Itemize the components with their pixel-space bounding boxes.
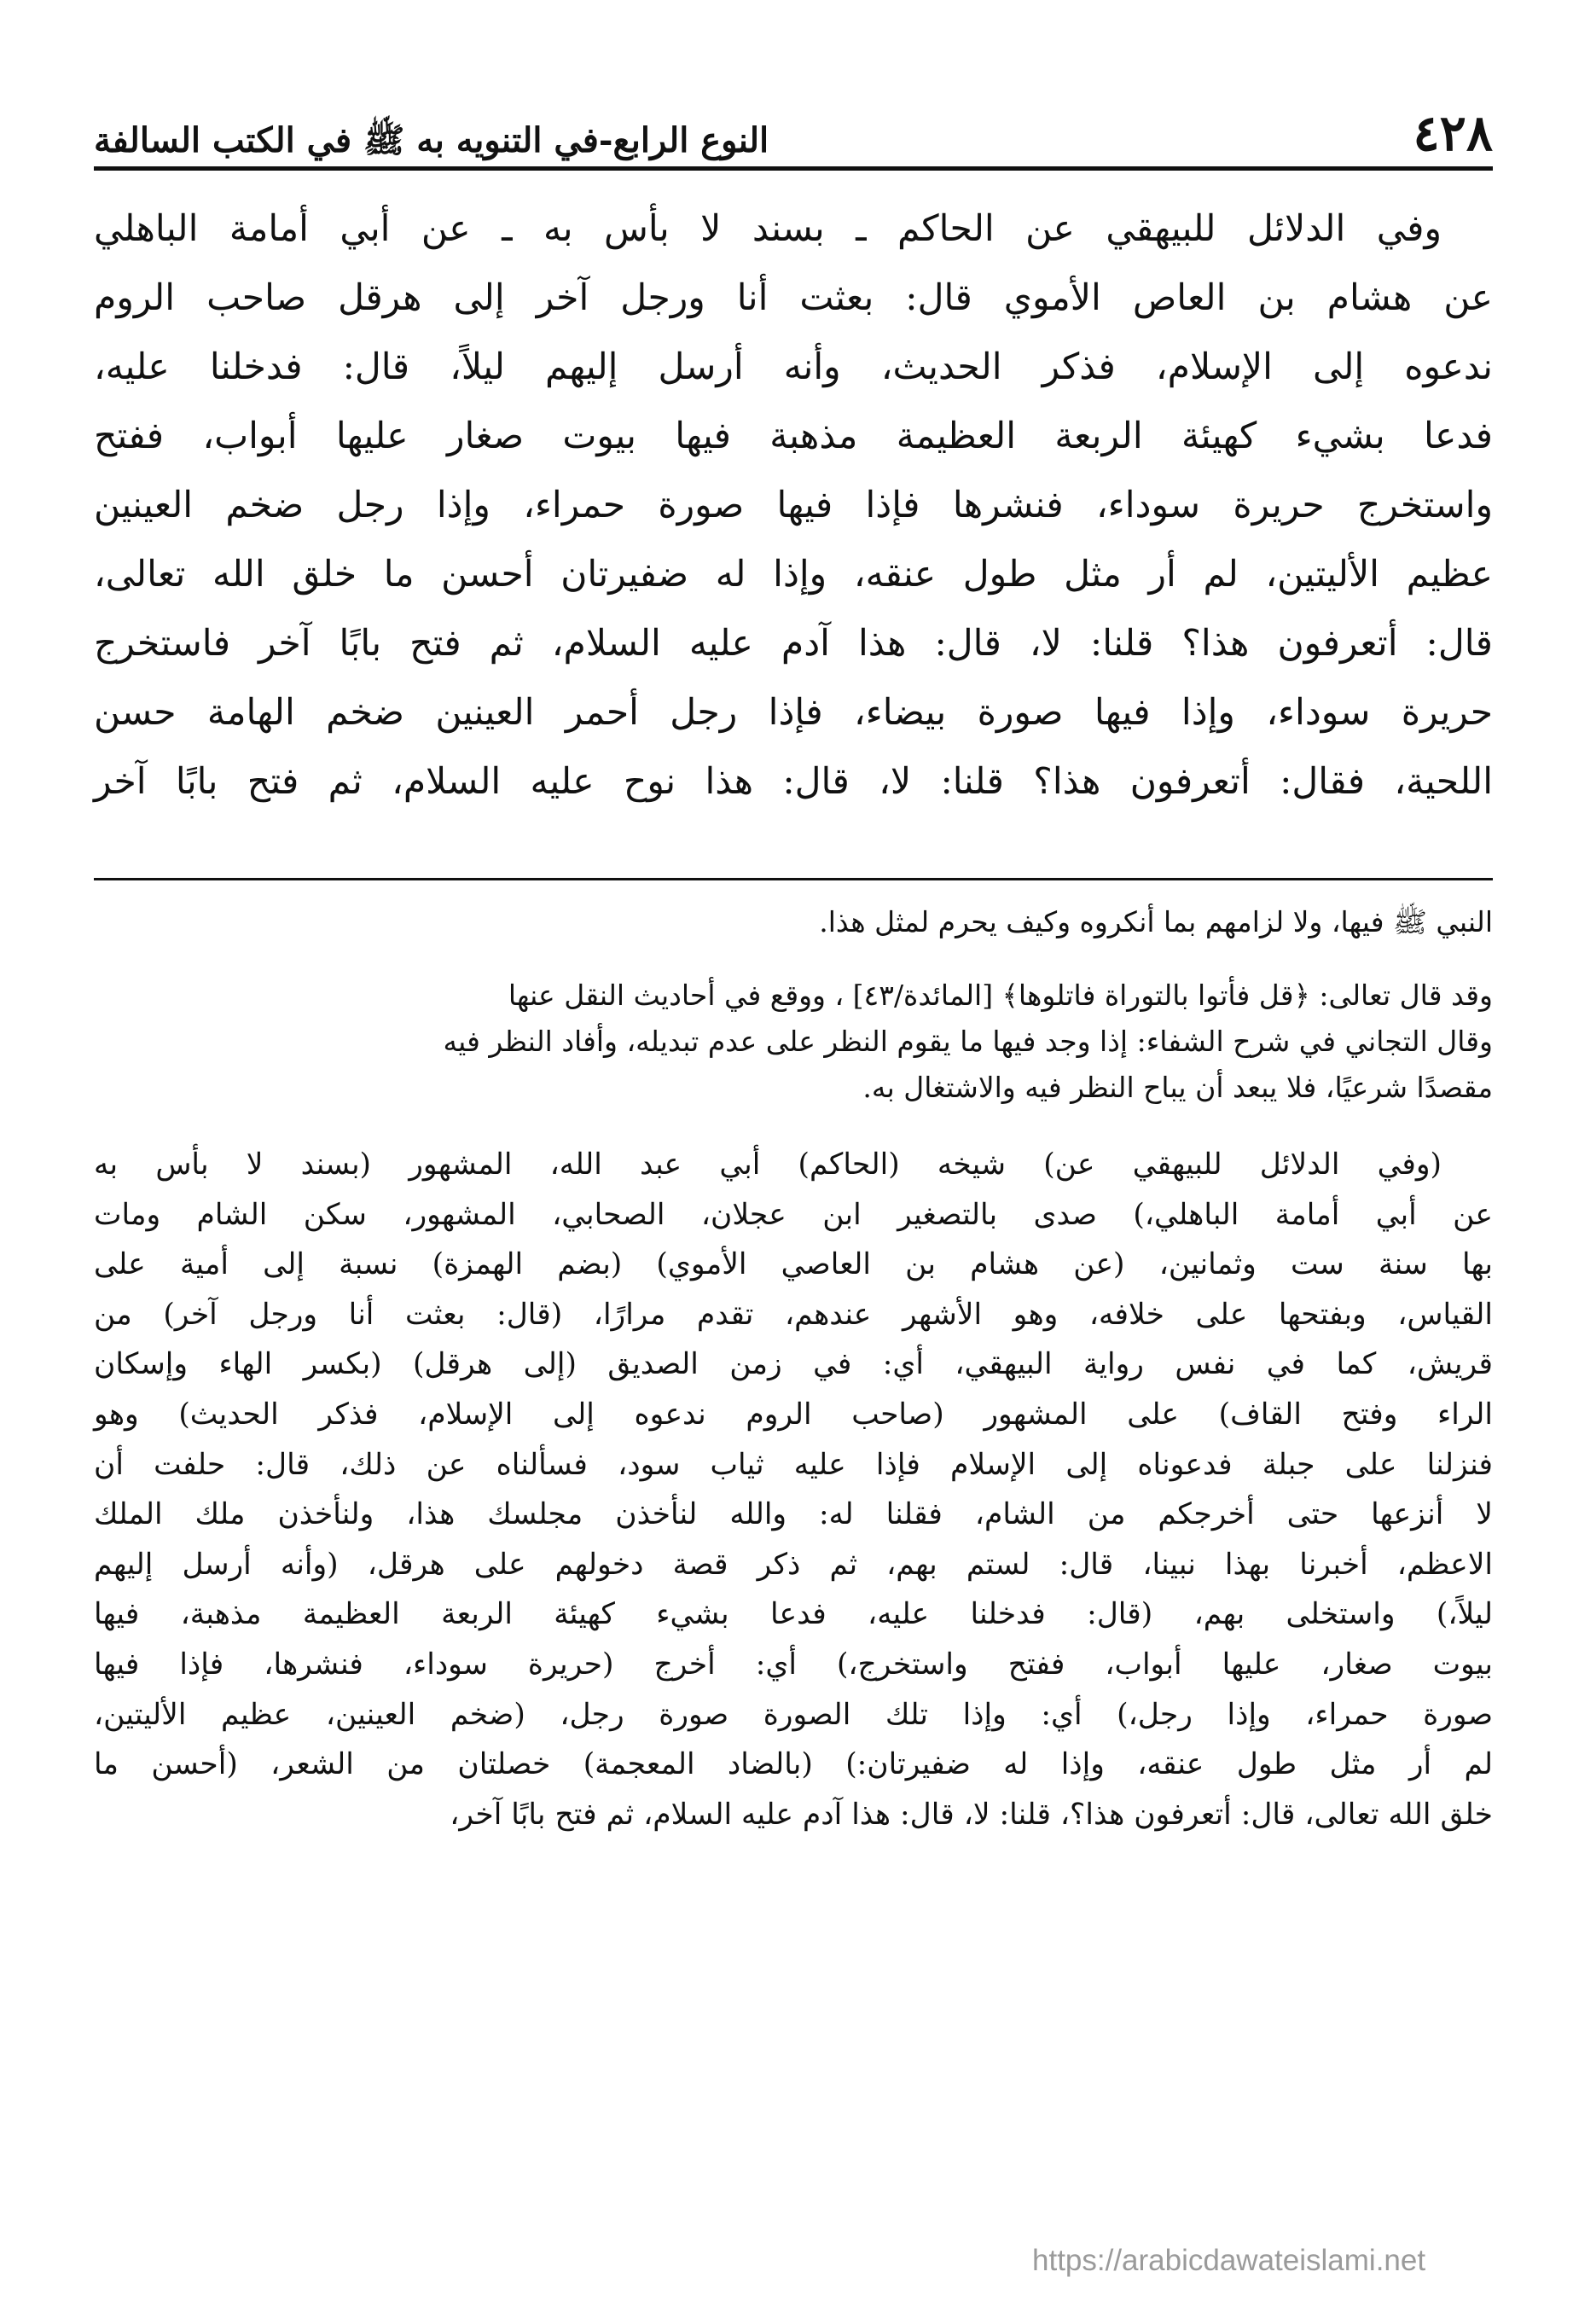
main-text-line: ندعوه إلى الإسلام، فذكر الحديث، وأنه أرسل إليهم ليلاً، قال: فدخلنا عليه، xyxy=(94,346,1493,388)
main-text-line: عن هشام بن العاص الأموي قال: بعثت أنا ورجل آخر إلى هرقل صاحب الروم xyxy=(94,277,1493,319)
main-text-line: اللحية، فقال: أتعرفون هذا؟ قلنا: لا، قال: هذا نوح عليه السلام، ثم فتح بابًا آخر xyxy=(94,761,1493,803)
commentary-line: قريش، كما في نفس رواية البيهقي، أي: في زمن الصديق (إلى هرقل) (بكسر الهاء وإسكان xyxy=(94,1347,1493,1382)
commentary-line: بيوت صغار، عليها أبواب، ففتح واستخرج،) أي: أخرج (حريرة سوداء، فنشرها، فإذا فيها xyxy=(94,1647,1493,1682)
main-text-line: قال: أتعرفون هذا؟ قلنا: لا، قال: هذا آدم عليه السلام، ثم فتح بابًا آخر فاستخرج xyxy=(94,623,1493,665)
main-text-line: فدعا بشيء كهيئة الربعة العظيمة مذهبة فيها بيوت صغار عليها أبواب، ففتح xyxy=(94,415,1493,457)
footnote-line: مقصدًا شرعيًا، فلا يبعد أن يباح النظر فيه والاشتغال به. xyxy=(862,1071,1493,1104)
footnote-line: وقد قال تعالى: ﴿قل فأتوا بالتوراة فاتلوها﴾ [المائدة/٤٣] ، ووقع في أحاديث النقل عنها xyxy=(508,979,1493,1012)
commentary-line: صورة حمراء، وإذا رجل،) أي: وإذا تلك الصورة صورة رجل، (ضخم العينين، عظيم الأليتين، xyxy=(94,1697,1493,1732)
main-text xyxy=(94,195,1493,816)
footnote-spacer xyxy=(94,945,1493,973)
commentary-line: لم أر مثل طول عنقه، وإذا له ضفيرتان:) (بالضاد المعجمة) خصلتان من الشعر، (أحسن ما xyxy=(94,1747,1493,1782)
commentary-line: فنزلنا على جبلة فدعوناه إلى الإسلام فإذا عليه ثياب سود، فسألناه عن ذلك، قال: حلفت أن xyxy=(94,1447,1493,1482)
main-text-line: وفي الدلائل للبيهقي عن الحاكم ـ بسند لا بأس به ـ عن أبي أمامة الباهلي xyxy=(94,208,1442,250)
book-page xyxy=(94,85,1493,2269)
footnote-line: النبي ﷺ فيها، ولا لزامهم بما أنكروه وكيف يحرم لمثل هذا. xyxy=(819,905,1493,938)
footnote-divider xyxy=(94,878,1493,880)
commentary-line: خلق الله تعالى، قال: أتعرفون هذا؟، قلنا: لا، قال: هذا آدم عليه السلام، ثم فتح بابًا آخر، xyxy=(450,1797,1493,1832)
main-text-line: واستخرج حريرة سوداء، فنشرها فإذا فيها صورة حمراء، وإذا رجل ضخم العينين xyxy=(94,485,1493,526)
footnote-line: وقال التجاني في شرح الشفاء: إذا وجد فيها ما يقوم النظر على عدم تبديله، وأفاد النظر فيه xyxy=(443,1025,1493,1058)
main-text-line: عظيم الأليتين، لم أر مثل طول عنقه، وإذا له ضفيرتان أحسن ما خلق الله تعالى، xyxy=(94,554,1493,596)
page-number: ٤٢٨ xyxy=(1413,104,1493,162)
commentary-line: لا أنزعها حتى أخرجكم من الشام، فقلنا له: والله لنأخذن مجلسك هذا، ولنأخذن ملك الملك xyxy=(94,1497,1493,1532)
commentary-line: القياس، وبفتحها على خلافه، وهو الأشهر عندهم، تقدم مرارًا، (قال: بعثت أنا ورجل آخر) من xyxy=(94,1297,1493,1332)
commentary-line: (وفي الدلائل للبيهقي عن) شيخه (الحاكم) أبي عبد الله، المشهور (بسند لا بأس به xyxy=(94,1147,1442,1182)
main-text-line: حريرة سوداء، وإذا فيها صورة بيضاء، فإذا رجل أحمر العينين ضخم الهامة حسن xyxy=(94,692,1493,734)
footnotes xyxy=(94,899,1493,1111)
watermark-url: https://arabicdawateislami.net xyxy=(1032,2244,1426,2277)
commentary-line: الاعظم، أخبرنا بهذا نبينا، قال: لستم بهم، ثم ذكر قصة دخولهم على هرقل، (وأنه أرسل إليهم xyxy=(94,1547,1493,1582)
commentary-line: بها سنة ست وثمانين، (عن هشام بن العاصي الأموي) (بضم الهمزة) نسبة إلى أمية على xyxy=(94,1247,1493,1282)
commentary-line: الراء وفتح القاف) على المشهور (صاحب الروم ندعوه إلى الإسلام، فذكر الحديث) وهو xyxy=(94,1397,1493,1432)
commentary xyxy=(94,1140,1493,1839)
commentary-line: عن أبي أمامة الباهلي،) صدى بالتصغير ابن عجلان، الصحابي، المشهور، سكن الشام ومات xyxy=(94,1197,1493,1232)
running-title: النوع الرابع-في التنويه به ﷺ في الكتب السالفة xyxy=(94,120,769,160)
commentary-line: ليلاً،) واستخلى بهم، (قال: فدخلنا عليه، فدعا بشيء كهيئة الربعة العظيمة مذهبة، فيها xyxy=(94,1597,1493,1632)
page-header xyxy=(94,85,1493,171)
